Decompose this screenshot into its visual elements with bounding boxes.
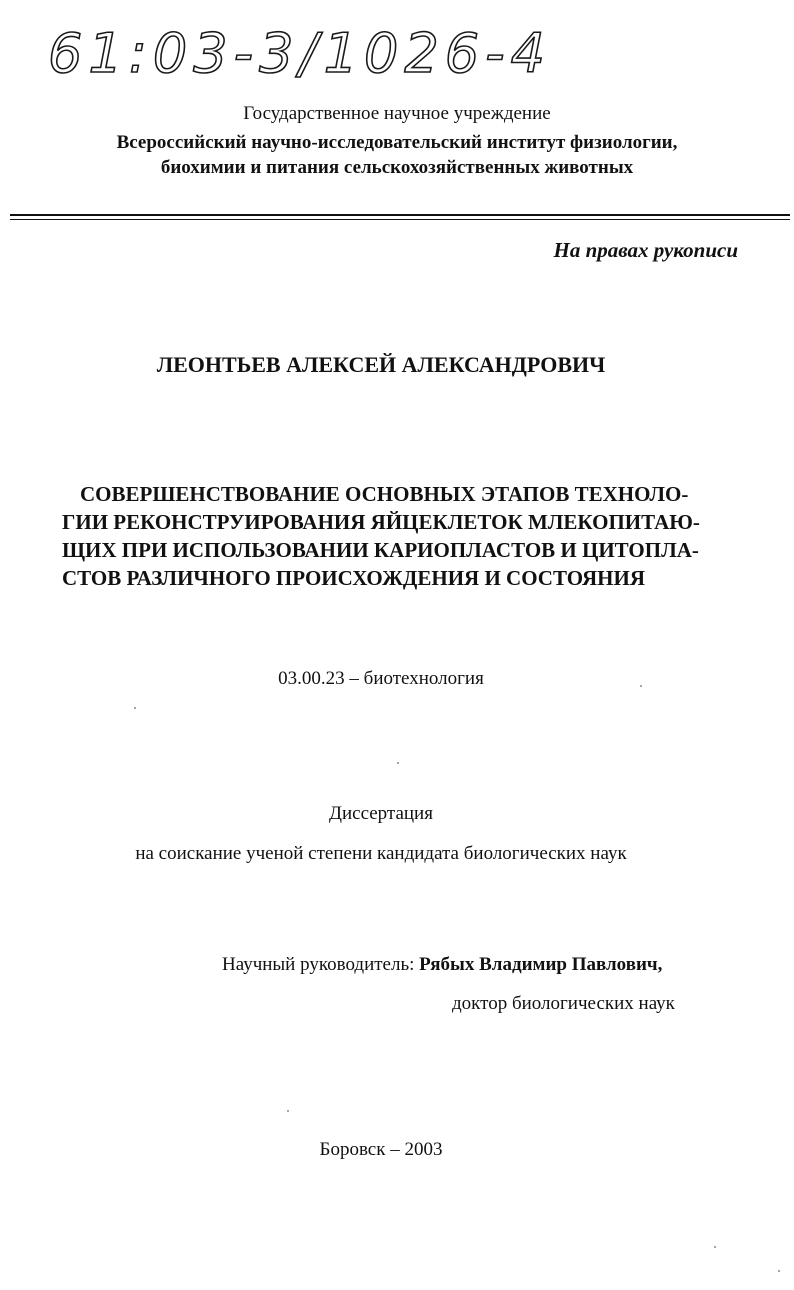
header-divider-thin	[10, 219, 790, 220]
title-line-2: ГИИ РЕКОНСТРУИРОВАНИЯ ЯЙЦЕКЛЕТОК МЛЕКОПИТАЮ-	[62, 510, 700, 534]
institution-name	[0, 130, 794, 180]
handwritten-number-text: 61:03-3/1026-4	[48, 22, 551, 85]
scan-speck	[397, 762, 399, 764]
supervisor-name: Рябых Владимир Павлович,	[419, 954, 663, 975]
title-line-4: СТОВ РАЗЛИЧНОГО ПРОИСХОЖДЕНИЯ И СОСТОЯНИЯ	[62, 566, 645, 590]
degree-sought: на соискание ученой степени кандидата биологических наук	[135, 843, 627, 864]
institution-name-line-1: Всероссийский научно-исследовательский институт физиологии,	[116, 132, 678, 153]
title-line-1: СОВЕРШЕНСТВОВАНИЕ ОСНОВНЫХ ЭТАПОВ ТЕХНОЛО-	[80, 482, 689, 506]
institution-name-line-2: биохимии и питания сельскохозяйственных животных	[160, 157, 634, 178]
specialty-code: 03.00.23 – биотехнология	[278, 668, 484, 689]
scan-speck	[778, 1270, 780, 1272]
work-type: Диссертация	[329, 803, 433, 824]
institution-type: Государственное научное учреждение	[243, 103, 551, 124]
supervisor-label: Научный руководитель:	[222, 954, 420, 975]
supervisor-line	[222, 954, 662, 976]
title-line-3: ЩИХ ПРИ ИСПОЛЬЗОВАНИИ КАРИОПЛАСТОВ И ЦИТОПЛА-	[62, 538, 699, 562]
scan-speck	[714, 1246, 716, 1248]
author-name: ЛЕОНТЬЕВ АЛЕКСЕЙ АЛЕКСАНДРОВИЧ	[156, 352, 606, 377]
supervisor-degree: доктор биологических наук	[452, 993, 675, 1014]
rights-note: На правах рукописи	[553, 238, 738, 262]
scan-speck	[287, 1110, 289, 1112]
handwritten-archive-number	[40, 6, 640, 96]
scan-speck	[640, 685, 642, 687]
scan-speck	[134, 707, 136, 709]
dissertation-title	[62, 480, 732, 592]
place-and-year: Боровск – 2003	[319, 1139, 443, 1160]
header-divider	[10, 214, 790, 216]
